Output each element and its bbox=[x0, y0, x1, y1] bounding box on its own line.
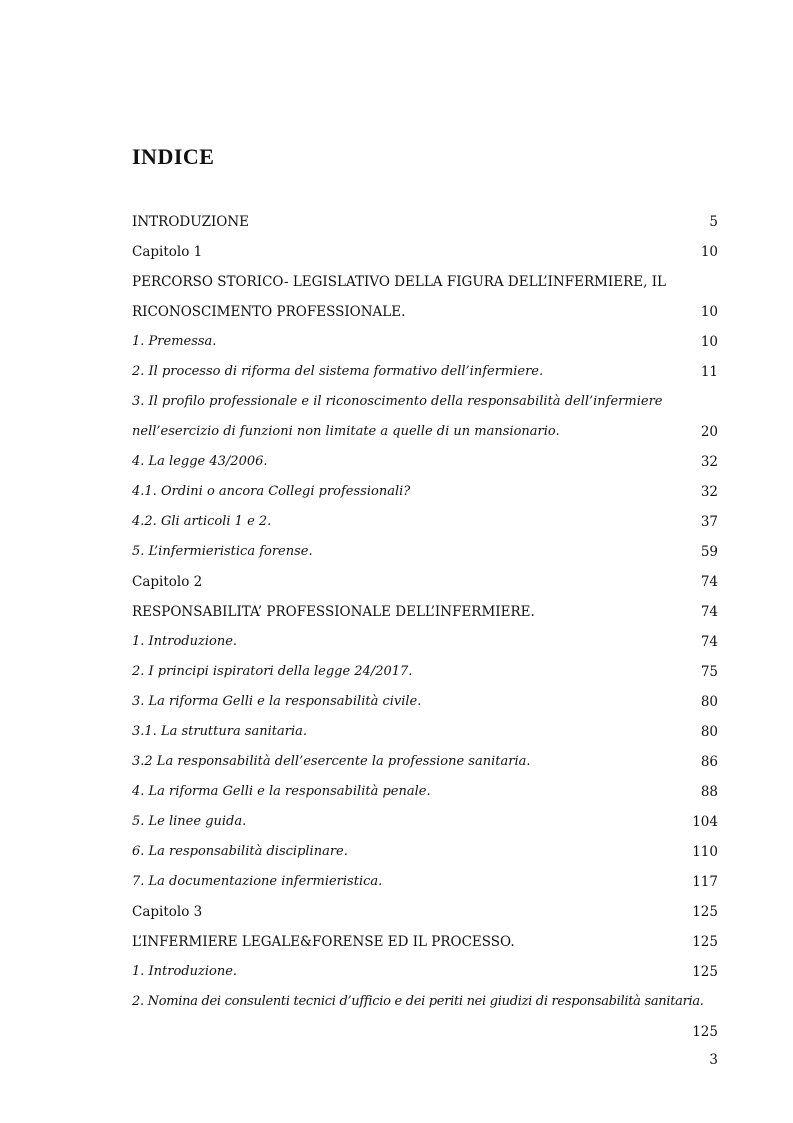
toc-entry-capitolo-1[interactable] bbox=[132, 237, 718, 267]
toc-entry-title: 7. La documentazione infermieristica. bbox=[132, 874, 383, 889]
toc-entry-page: 80 bbox=[700, 694, 718, 710]
toc-entry-documentazione[interactable] bbox=[132, 867, 718, 897]
toc-entry-struttura-sanitaria[interactable] bbox=[132, 717, 718, 747]
toc-entry-title: 2. Il processo di riforma del sistema formativo dell’infermiere. bbox=[132, 364, 544, 379]
toc-entry-page: 110 bbox=[692, 844, 718, 860]
toc-entry-linee-guida[interactable] bbox=[132, 807, 718, 837]
toc-entry-page: 5 bbox=[709, 214, 718, 230]
toc-entry-page: 32 bbox=[700, 484, 718, 500]
toc-entry-page: 86 bbox=[700, 754, 718, 770]
toc-entry-percorso-storico[interactable] bbox=[132, 267, 718, 327]
toc-entry-title: 4.2. Gli articoli 1 e 2. bbox=[132, 514, 272, 529]
toc-entry-page: 104 bbox=[692, 814, 718, 830]
toc-entry-title: 4. La riforma Gelli e la responsabilità penale. bbox=[132, 784, 431, 799]
toc-entry-title: 4. La legge 43/2006. bbox=[132, 454, 268, 469]
toc-entry-title-line1: 3. Il profilo professionale e il riconoscimento della responsabilità dell’infermiere bbox=[132, 394, 663, 409]
toc-entry-title: 3.1. La struttura sanitaria. bbox=[132, 724, 308, 739]
toc-entry-capitolo-3[interactable] bbox=[132, 897, 718, 927]
toc-entry-page: 80 bbox=[700, 724, 718, 740]
toc-entry-title: 3.2 La responsabilità dell’esercente la professione sanitaria. bbox=[132, 754, 531, 769]
toc-entry-riforma-gelli-penale[interactable] bbox=[132, 777, 718, 807]
toc-entry-page: 125 bbox=[692, 964, 718, 980]
toc-entry-title: Capitolo 3 bbox=[132, 904, 203, 920]
page-number: 3 bbox=[709, 1052, 718, 1068]
toc-entry-principi-ispiratori[interactable] bbox=[132, 657, 718, 687]
toc-entry-nomina-consulenti[interactable] bbox=[132, 987, 718, 1040]
toc-entry-title: INTRODUZIONE bbox=[132, 214, 250, 230]
toc-entry-page: 125 bbox=[692, 934, 718, 950]
toc-entry-title: 5. L’infermieristica forense. bbox=[132, 544, 313, 559]
toc-entry-page: 10 bbox=[700, 304, 718, 320]
toc-entry-legge-43-2006[interactable] bbox=[132, 447, 718, 477]
toc-entry-responsabilita-disciplinare[interactable] bbox=[132, 837, 718, 867]
toc-entry-articoli-1-2[interactable] bbox=[132, 507, 718, 537]
toc-entry-premessa[interactable] bbox=[132, 327, 718, 357]
toc-entry-page: 10 bbox=[700, 334, 718, 350]
toc-entry-riforma-gelli-civile[interactable] bbox=[132, 687, 718, 717]
toc-entry-title: Capitolo 2 bbox=[132, 574, 203, 590]
toc-entry-page: 117 bbox=[692, 874, 718, 890]
toc-entry-title: 1. Premessa. bbox=[132, 334, 217, 349]
toc-entry-title: 2. I principi ispiratori della legge 24/2017. bbox=[132, 664, 413, 679]
toc-entry-page: 20 bbox=[700, 424, 718, 440]
toc-entry-page: 10 bbox=[700, 244, 718, 260]
toc-entry-page: 37 bbox=[700, 514, 718, 530]
toc-entry-title-line2: RICONOSCIMENTO PROFESSIONALE. bbox=[132, 304, 406, 320]
toc-entry-page: 74 bbox=[700, 634, 718, 650]
toc-entry-page: 125 bbox=[692, 1024, 718, 1040]
toc-entry-page: 75 bbox=[700, 664, 718, 680]
toc-entry-title: L’INFERMIERE LEGALE&FORENSE ED IL PROCESSO. bbox=[132, 934, 515, 950]
toc-entry-introduzione-cap3[interactable] bbox=[132, 957, 718, 987]
toc-entry-profilo-professionale[interactable] bbox=[132, 387, 718, 447]
toc-entry-title: 4.1. Ordini o ancora Collegi professionali? bbox=[132, 484, 411, 499]
toc-entry-infermiere-legale-forense[interactable] bbox=[132, 927, 718, 957]
toc-entry-title: 6. La responsabilità disciplinare. bbox=[132, 844, 348, 859]
toc-entry-title: RESPONSABILITA’ PROFESSIONALE DELL’INFERMIERE. bbox=[132, 604, 535, 620]
toc-entry-introduzione-cap2[interactable] bbox=[132, 627, 718, 657]
toc-entry-page: 32 bbox=[700, 454, 718, 470]
toc-entry-title: 3. La riforma Gelli e la responsabilità civile. bbox=[132, 694, 422, 709]
toc-entry-page: 11 bbox=[700, 364, 718, 380]
toc-entry-infermieristica-forense[interactable] bbox=[132, 537, 718, 567]
toc-entry-title: 1. Introduzione. bbox=[132, 634, 238, 649]
toc-entry-title: Capitolo 1 bbox=[132, 244, 203, 260]
toc-entry-page: 59 bbox=[700, 544, 718, 560]
toc-entry-responsabilita-esercente[interactable] bbox=[132, 747, 718, 777]
toc-entry-title-line2: nell’esercizio di funzioni non limitate a quelle di un mansionario. bbox=[132, 424, 560, 439]
toc-entry-page: 74 bbox=[700, 574, 718, 590]
toc-entry-title: 2. Nomina dei consulenti tecnici d’ufficio e dei periti nei giudizi di responsabilità sanitaria. bbox=[132, 994, 704, 1009]
toc-entry-ordini-collegi[interactable] bbox=[132, 477, 718, 507]
toc-entry-page: 125 bbox=[692, 904, 718, 920]
toc-entry-title: 5. Le linee guida. bbox=[132, 814, 247, 829]
toc-entry-page: 88 bbox=[700, 784, 718, 800]
toc-entry-introduzione[interactable] bbox=[132, 207, 718, 237]
toc-entry-responsabilita-professionale[interactable] bbox=[132, 597, 718, 627]
toc-entry-title-line1: PERCORSO STORICO- LEGISLATIVO DELLA FIGURA DELL’INFERMIERE, IL bbox=[132, 274, 667, 290]
page-title: INDICE bbox=[132, 144, 215, 169]
table-of-contents bbox=[132, 207, 718, 1040]
toc-entry-processo-riforma[interactable] bbox=[132, 357, 718, 387]
toc-entry-capitolo-2[interactable] bbox=[132, 567, 718, 597]
toc-entry-title: 1. Introduzione. bbox=[132, 964, 238, 979]
toc-entry-page: 74 bbox=[700, 604, 718, 620]
